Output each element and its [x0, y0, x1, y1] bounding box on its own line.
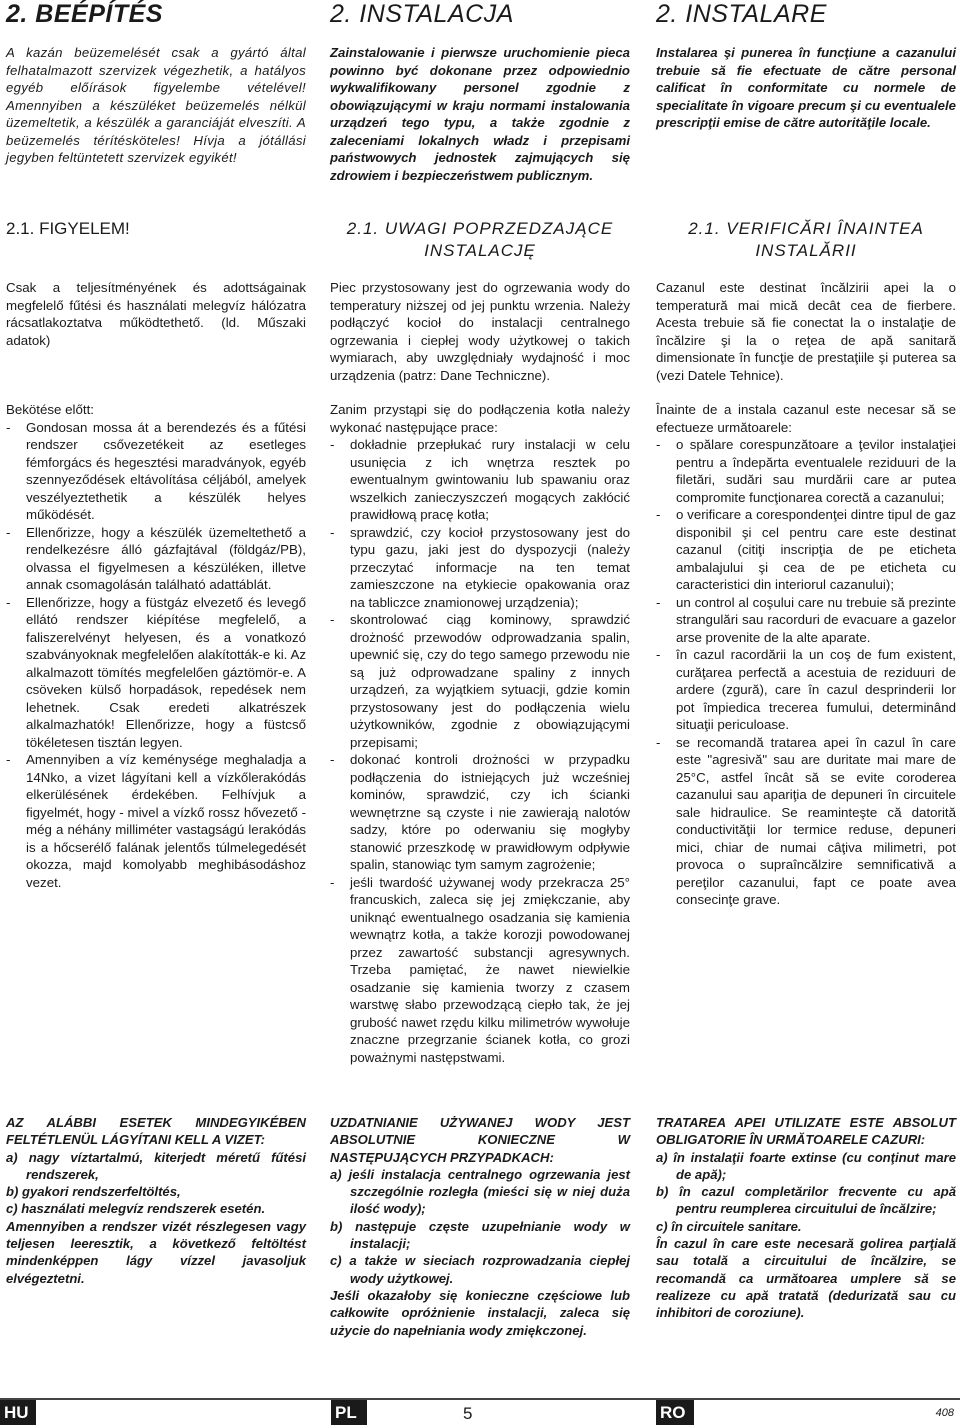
checklist — [6, 419, 306, 892]
checklist-intro: Bekötése előtt: — [6, 402, 94, 417]
warning-box — [6, 1114, 306, 1287]
checklist-section — [6, 401, 306, 891]
checklist — [656, 436, 956, 909]
language-tag-pl: PL — [331, 1400, 367, 1425]
list-item: - Gondosan mossa át a berendezés és a fűtési rendszer csővezetékeit az esetleges fémforgács és hegesztési maradványok, egyéb szennyeződések eltávolítása céljából, amelyek veszélyeztethetik a készülék helyes működését. — [6, 419, 306, 524]
list-item: - sprawdzić, czy kocioł przystosowany jest do typu gazu, jaki jest do dyspozycji (należy przeczytać informacje na ten temat zamieszczone na etykiecie opakowania oraz na tabliczce znamionowej urządzenia); — [330, 524, 630, 612]
warning-list — [656, 1149, 956, 1235]
paragraph: Cazanul este destinat încălzirii apei la o temperatură mai mică decât cea de fierbere. Acesta trebuie să fie conectat la o instalaţie de încălzire şi la o reţea de apă sanitară dimensionate în funcţie de prestaţiile şi puterea sa (vezi Datele Tehnice). — [656, 280, 956, 383]
list-item: - dokładnie przepłukać rury instalacji w celu usunięcia z ich wnętrza resztek po ewentualnym gwintowaniu lub spawaniu oraz wszelkich zanieczyszczeń mogących zakłócić prawidłową pracę kotła; — [330, 436, 630, 524]
list-item: - în cazul racordării la un coş de fum existent, curăţarea perfectă a acestuia de reziduuri de ardere (zgură), care în cazul desprinderii lor pot împiedica trecerea fumului, determinând situaţii periculoase. — [656, 646, 956, 734]
warning-box — [330, 1114, 630, 1339]
list-item: c) în circuitele sanitare. — [656, 1218, 802, 1234]
checklist-section — [330, 401, 630, 1066]
checklist-section — [656, 401, 956, 909]
list-item: a) nagy víztartalmú, kiterjedt méretű fűtési rendszerek, — [6, 1149, 306, 1182]
checklist-intro: Zanim przystąpi się do podłączenia kotła należy wykonać następujące prace: — [330, 402, 630, 435]
section-title: 2. INSTALACJA — [330, 0, 514, 28]
warning-footer: În cazul în care este necesară golirea parţială sau totală a circuitului de încălzire, se recomandă ca următoarea umplere să se realizeze cu apă tratată (dedurizată sau cu inhibitori de coroziune). — [656, 1236, 956, 1321]
list-item: - jeśli twardość używanej wody przekracza 25° francuskich, zaleca się jej zmiękczanie, aby uniknąć ewentualnego osadzania się kamienia wewnątrz kotła, a także korozji powodowanej przez zawartość substancji agresywnych. Trzeba pamiętać, że nawet niewielkie osadzanie się kamienia tworzy z czasem warstwę słabo przewodzącą ciepło tak, że jej grubość nawet rzędu kilku milimetrów wywołuje znaczne przegrzanie ścianek kotła, co grozi poważnymi następstwami. — [330, 874, 630, 1067]
warning-footer: Jeśli okazałoby się konieczne częściowe lub całkowite opróżnienie instalacji, zaleca się użycie do napełniania wody zmiękczonej. — [330, 1287, 630, 1338]
checklist-intro: Înainte de a instala cazanul este necesar să se efectueze următoarele: — [656, 402, 956, 435]
warning-title: AZ ALÁBBI ESETEK MINDEGYIKÉBEN FELTÉTLENÜL LÁGYÍTANI KELL A VIZET: — [6, 1115, 306, 1148]
list-item: - skontrolować ciąg kominowy, sprawdzić drożność przewodów odprowadzania spalin, upewnić się, czy do tego samego przewodu nie są już odprowadzane spaliny z innych urządzeń, za wyjątkiem sytuacji, gdzie komin przystosowany jest do podłączenia wielu użytkowników, zgodnie z obowiązującymi przepisami; — [330, 611, 630, 751]
list-item: - o spălare corespunzătoare a ţevilor instalaţiei pentru a îndepărta eventualele reziduuri de la filetări, sudări sau murdării care ar putea compromite funcţionarea corectă a cazanului; — [656, 436, 956, 506]
list-item: - se recomandă tratarea apei în cazul în care este "agresivă" sau are duritate mai mare de 25°C, astfel încât să se evite coroderea cazanului sau apariţia de depuneri în circuitele sale hidraulice. Se reaminteşte că datorită conductivităţii lor termice reduse, depuneri mici, chiar de numai câţiva milimetri, pot provoca o supraîncălzire semnificativă a pereţilor cazanului, fapt ce poate avea consecinţe grave. — [656, 734, 956, 909]
warning-list — [330, 1166, 630, 1287]
list-item: b) następuje częste uzupełnianie wody w instalacji; — [330, 1218, 630, 1252]
list-item: b) în cazul completărilor frecvente cu apă pentru reumplerea circuitului de încălzire; — [656, 1184, 956, 1217]
paragraph: Csak a teljesítményének és adottságainak megfelelő fűtési és használati melegvíz hálózatra rácsatlakoztatva működtethető. (ld. Műszaki adatok) — [6, 280, 306, 348]
list-item: a) în instalaţii foarte extinse (cu conţinut mare de apă); — [656, 1149, 956, 1182]
document-code: 408 — [935, 1407, 954, 1419]
list-item: - Ellenőrizze, hogy a füstgáz elvezető és levegő ellátó rendszer kiépítése megfelelő, a faliszerelvényt helyesen, és a vonatkozó szabványoknak megfelelően alakították-e ki. Az alkalmazott tömítés megfelelően gáztömör-e. A csöveken külső horpadások, repedések nem lehetnek. Csak eredeti alkatrészek alkalmazhatók! Ellenőrizze, hogy a füstcső tökéletesen tisztán legyen. — [6, 594, 306, 752]
list-item: a) jeśli instalacja centralnego ogrzewania jest szczególnie rozległa (mieści się w niej duża ilość wody); — [330, 1166, 630, 1217]
list-item: - Amennyiben a víz keménysége meghaladja a 14Nko, a vizet lágyítani kell a vízkőlerakódás elkerülésének érdekében. Felhívjuk a figyelmét, hogy - mivel a vízkő rossz hővezető - még a néhány milliméter vastagságú lerakódás is a hőcserélő falának jelentős túlmelegedését okozza, majd komolyabb meghibásodáshoz vezet. — [6, 751, 306, 891]
list-item: b) gyakori rendszerfeltöltés, — [6, 1184, 181, 1200]
list-item: - un control al coşului care nu trebuie să prezinte strangulări sau racorduri de evacuare a gazelor arse provenite de la alte aparate. — [656, 594, 956, 647]
subsection-title: 2.1. VERIFICĂRI ÎNAINTEA INSTALĂRII — [688, 219, 924, 260]
language-tag-ro: RO — [656, 1400, 694, 1425]
intro-text: A kazán beüzemelését csak a gyártó által felhatalmazott szervizek végezhetik, a hatályos egyéb előírások figyelembe vételével! Amennyiben a készüléket beüzemelés nélkül üzemeltetik, a készülék a garanciáját elveszíti. A beüzemelés térítésköteles! Hívja a jótállási jegyben feltüntetett szervizek egyikét! — [6, 45, 306, 165]
warning-list — [6, 1149, 306, 1218]
warning-title: UZDATNIANIE UŻYWANEJ WODY JEST ABSOLUTNIE KONIECZNE W NASTĘPUJĄCYCH PRZYPADKACH: — [330, 1115, 630, 1165]
intro-text: Zainstalowanie i pierwsze uruchomienie pieca powinno być dokonane przez odpowiednio wykwalifikowany personel zgodnie z obowiązującymi w kraju normami instalowania urządzeń tego typu, a także zgodnie z zaleceniami lokalnych władz i przepisami państwowych jednostek zajmujących się zdrowiem i bezpieczeństwem publicznym. — [330, 45, 630, 183]
checklist — [330, 436, 630, 1066]
language-tag-hu: HU — [0, 1400, 36, 1425]
subsection-title: 2.1. FIGYELEM! — [6, 219, 130, 238]
warning-box — [656, 1114, 956, 1322]
section-title: 2. INSTALARE — [656, 0, 827, 28]
warning-title: TRATAREA APEI UTILIZATE ESTE ABSOLUT OBLIGATORIE ÎN URMĂTOARELE CAZURI: — [656, 1115, 956, 1148]
intro-text: Instalarea şi punerea în funcţiune a cazanului trebuie să fie efectuate de către personal calificat în conformitate cu normele de specialitate în vigoare precum şi cu eventualele prescripţii emise de către autorităţile locale. — [656, 45, 956, 130]
warning-footer: Amennyiben a rendszer vizét részlegesen vagy teljesen leeresztik, a következő feltöltést mindenképpen lágy vízzel javasoljuk elvégeztetni. — [6, 1218, 306, 1286]
subsection-title: 2.1. UWAGI POPRZEDZAJĄCE INSTALACJĘ — [346, 219, 614, 260]
list-item: c) a także w sieciach rozprowadzania ciepłej wody użytkowej. — [330, 1253, 630, 1286]
section-title: 2. BEÉPÍTÉS — [6, 0, 163, 28]
page-number: 5 — [463, 1404, 473, 1423]
paragraph: Piec przystosowany jest do ogrzewania wody do temperatury niższej od jej punktu wrzenia. Należy podłączyć kocioł do instalacji centralnego ogrzewania i ciepłej wody użytkowej o takich wymiarach, aby uwzględniały wydajność i moc urządzenia (patrz: Dane Techniczne). — [330, 280, 630, 383]
footer-divider — [0, 1398, 960, 1400]
list-item: - o verificare a corespondenţei dintre tipul de gaz disponibil şi cel pentru care este destinat cazanul (citiţi inscripţia de pe eticheta ambalajului şi cea de pe eticheta cu caracteristici din interiorul cazanului); — [656, 506, 956, 594]
list-item: - Ellenőrizze, hogy a készülék üzemeltethető a rendelkezésre álló gázfajtával (földgáz/PB), olvassa el figyelmesen a készüléken, illetve annak csomagolásán található adattáblát. — [6, 524, 306, 594]
list-item: c) használati melegvíz rendszerek esetén. — [6, 1201, 266, 1217]
list-item: - dokonać kontroli drożności w przypadku podłączenia do istniejących już wcześniej kominów, sprawdzić, czy ich ścianki wewnętrzne są czyste i nie zawierają nalotów sadzy, które po oderwaniu się mogłyby stanowić przeszkodę w prawidłowym odpływie spalin, stanowiąc tym samym zagrożenie; — [330, 751, 630, 874]
